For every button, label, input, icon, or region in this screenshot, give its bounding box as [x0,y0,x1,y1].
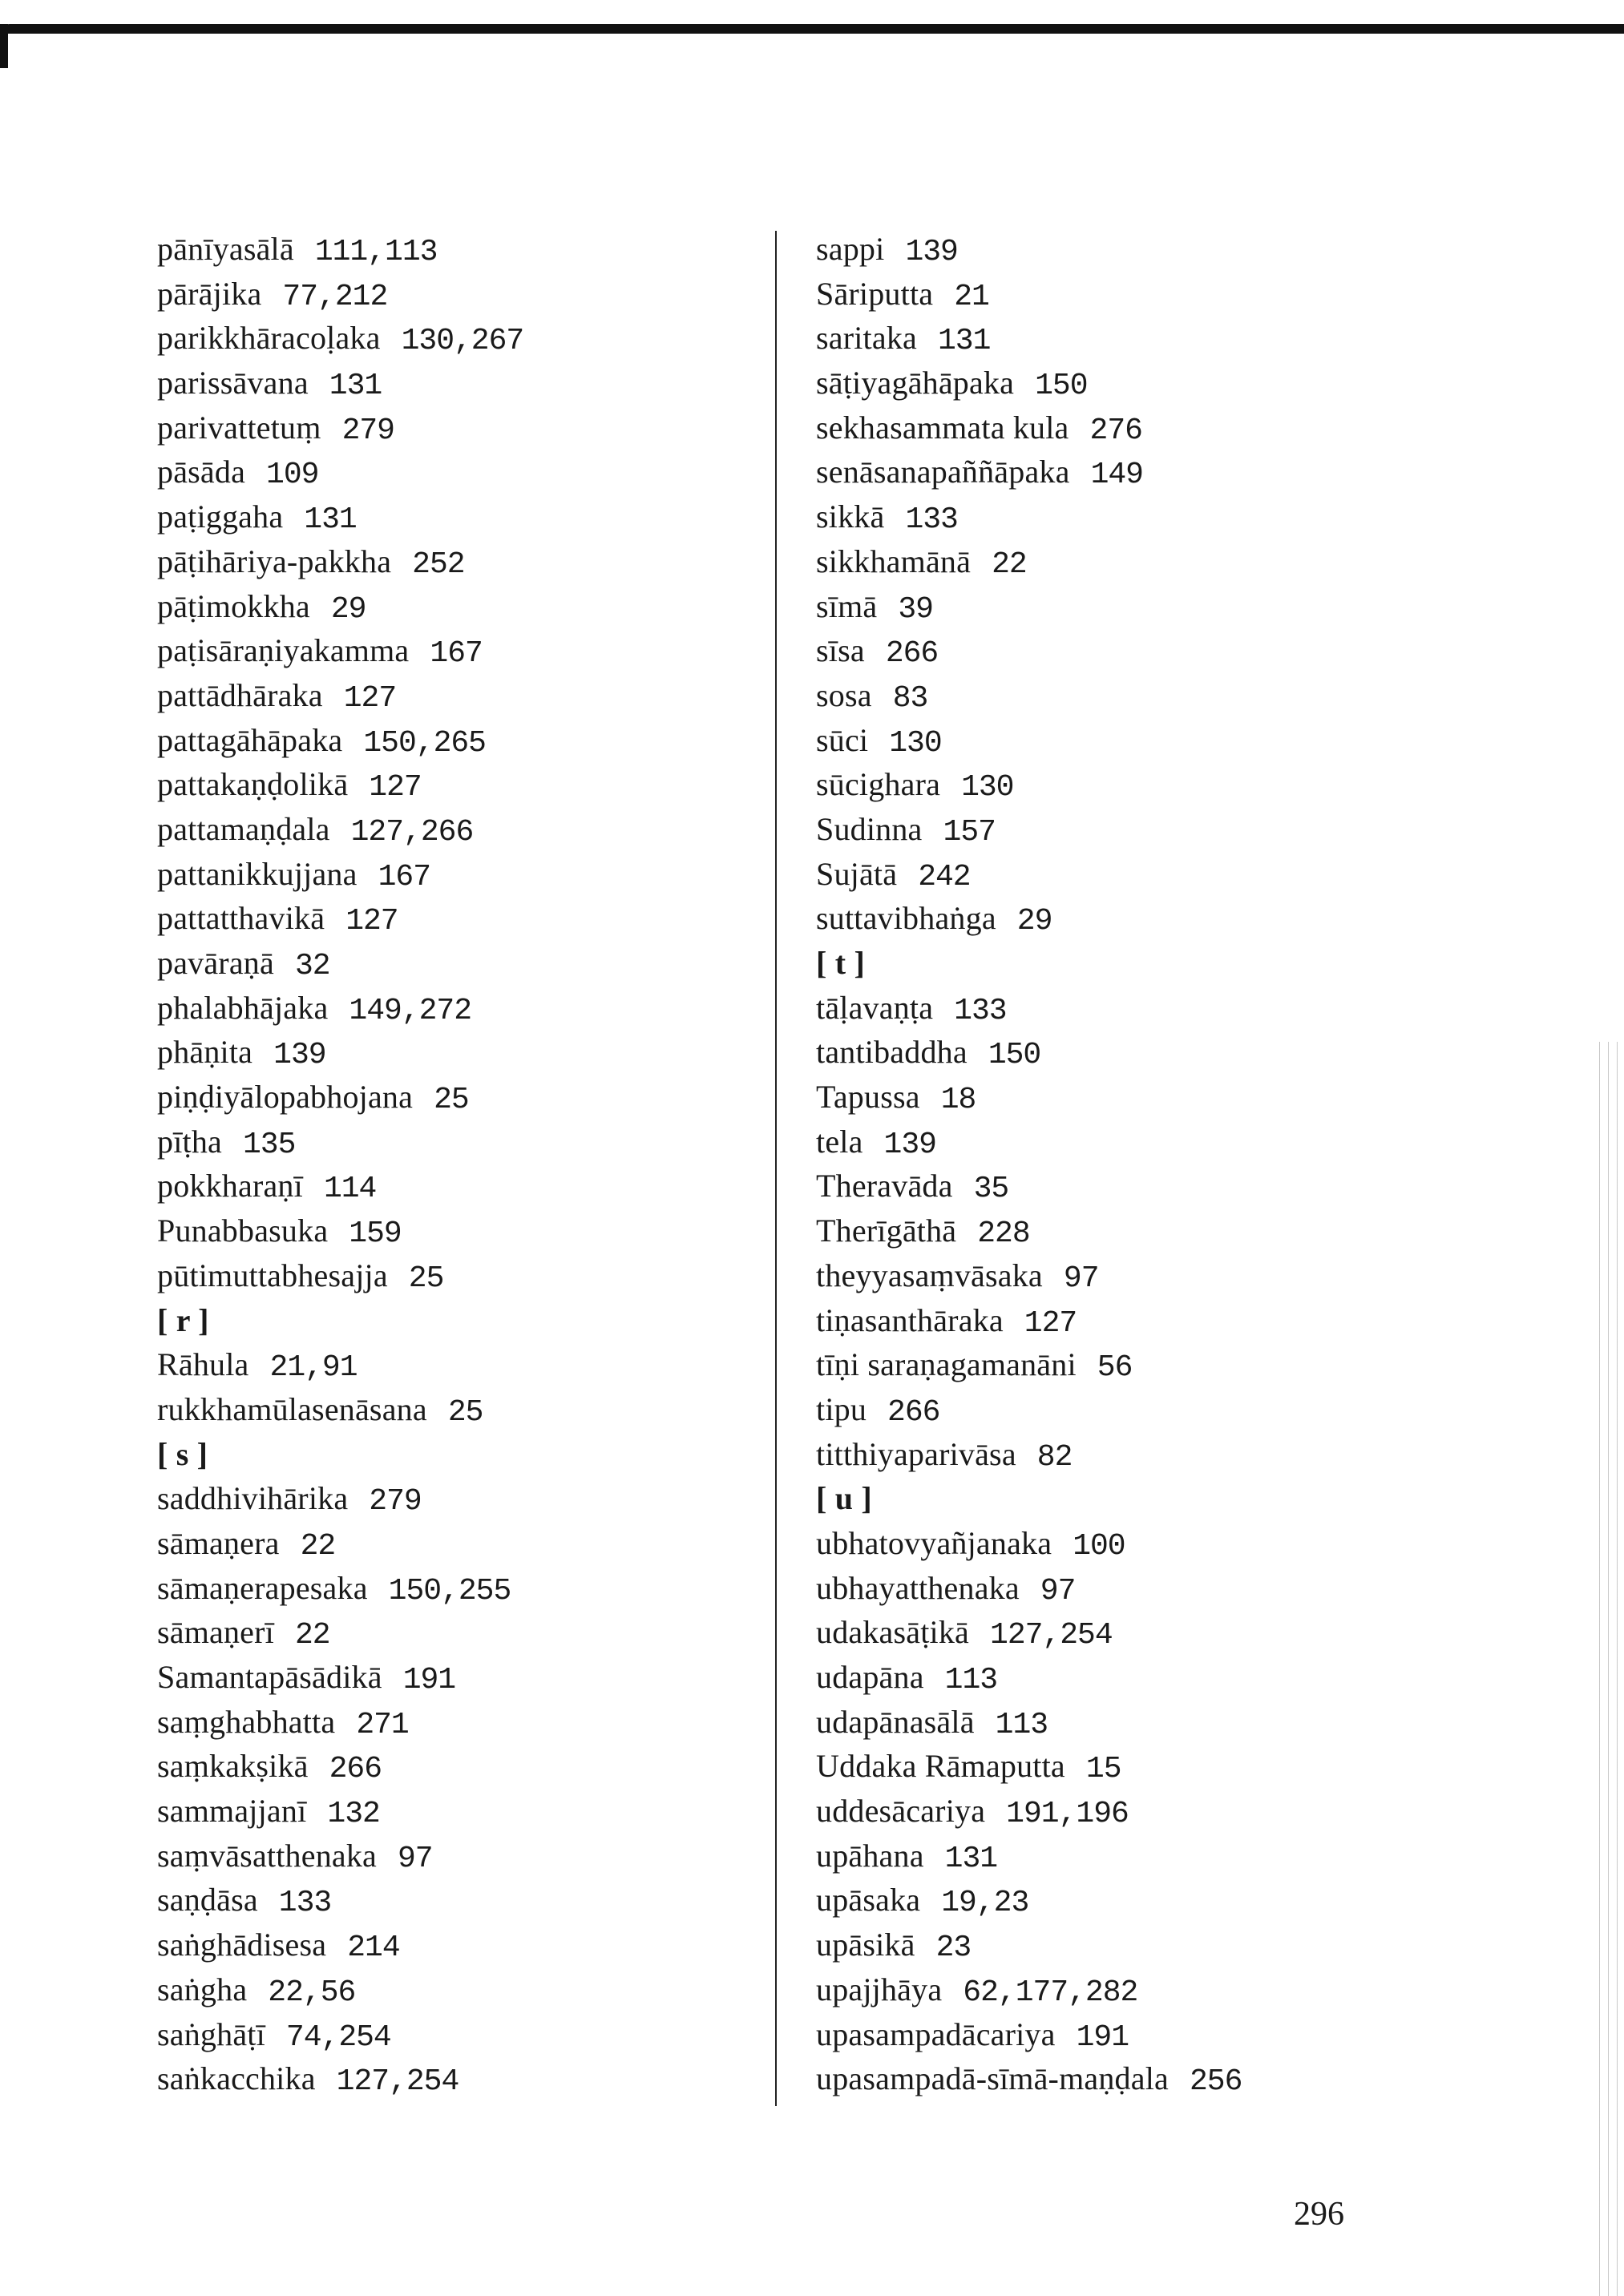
index-pages: 127,254 [990,1618,1113,1653]
index-term: ubhayatthenaka [816,1569,1020,1606]
index-pages: 127 [343,680,397,716]
index-term: Tapussa [816,1079,920,1116]
index-pages: 113 [944,1663,998,1697]
index-pages: 18 [940,1083,976,1118]
index-pages: 111,113 [314,235,438,269]
index-pages: 256 [1189,2064,1242,2100]
scan-edge-shadow [1595,1042,1624,2296]
index-pages: 149,272 [349,993,472,1028]
index-term: upāhana [816,1837,924,1874]
index-pages: 25 [447,1394,483,1430]
index-pages: 252 [412,547,465,582]
index-entry [816,1878,1242,1923]
index-entry [157,986,523,1031]
index-term: pattādhāraka [157,676,323,713]
index-term: upasampadā-sīmā-maṇḍala [816,2060,1169,2097]
index-term: Uddaka Rāmaputta [816,1748,1065,1785]
index-term: phalabhājaka [157,989,329,1026]
index-pages: 82 [1036,1439,1073,1475]
index-entry [816,1923,1242,1967]
index-pages: 150,265 [363,725,486,761]
index-entry [816,1834,1242,1878]
index-entry [157,807,523,852]
index-pages: 150,255 [388,1573,511,1608]
index-entry [816,718,1242,763]
index-term: Sāriputta [816,275,934,312]
index-entry [157,1655,523,1700]
index-term: saṇḍāsa [157,1882,258,1919]
index-entry [816,673,1242,718]
index-pages: 32 [294,949,330,983]
index-pages: 127,266 [350,814,474,849]
index-entry [157,941,523,986]
index-term: udapāna [816,1659,924,1695]
index-pages: 97 [398,1841,433,1876]
index-pages: 271 [356,1707,409,1742]
index-entry [157,628,523,673]
index-entry [157,1342,523,1387]
index-entry [816,494,1242,539]
index-pages: 25 [434,1083,469,1118]
index-pages: 191 [402,1663,456,1697]
index-pages: 29 [330,591,366,627]
index-entry [157,1566,523,1611]
index-entry [816,807,1242,852]
index-entry [816,316,1242,361]
index-pages: 279 [369,1484,422,1519]
index-pages: 22,56 [268,1975,356,2010]
index-pages: 167 [378,859,431,894]
index-term: phāṇita [157,1034,253,1071]
index-entry [816,1744,1242,1789]
index-term: sāmaṇerapesaka [157,1569,368,1606]
index-term: pārājika [157,275,262,312]
index-entry [816,1164,1242,1209]
index-entry [157,227,523,272]
index-term: pattamaṇḍala [157,810,330,847]
index-pages: 130 [961,770,1014,805]
index-pages: 23 [935,1931,972,1966]
index-entry [816,406,1242,450]
index-entry [816,1209,1242,1253]
index-entry [816,539,1242,584]
index-term: sammajjanī [157,1793,307,1830]
index-pages: 150 [988,1038,1041,1073]
index-pages: 159 [349,1217,402,1252]
index-term: udapānasālā [816,1703,975,1740]
index-entry [157,272,523,317]
index-pages: 139 [883,1127,936,1162]
index-term: rukkhamūlasenāsana [157,1390,427,1427]
index-term: senāsanapaññāpaka [816,454,1070,490]
index-term: tīṇi saraṇagamanāni [816,1346,1077,1383]
index-entry [816,1967,1242,2012]
index-pages: 167 [430,636,483,672]
index-pages: 279 [341,413,394,448]
index-term: pavāraṇā [157,945,274,981]
index-entry [157,1253,523,1298]
index-entry [816,1120,1242,1164]
index-term: parissāvana [157,365,309,401]
index-pages: 127 [369,770,422,805]
index-pages: 25 [408,1261,444,1296]
index-pages: 77,212 [282,279,388,314]
index-entry [157,361,523,406]
index-pages: 139 [905,235,958,269]
index-entry [816,1789,1242,1834]
index-entry [157,539,523,584]
index-pages: 131 [329,369,382,404]
index-entry [816,1566,1242,1611]
index-pages: 150 [1035,369,1088,404]
index-pages: 149 [1090,458,1143,493]
index-entry [157,2056,523,2101]
index-entry [157,1521,523,1566]
index-entry [157,1789,523,1834]
index-term: tipu [816,1390,867,1427]
index-term: pāṭimokkha [157,587,310,624]
index-entry [157,2012,523,2057]
index-entry [157,1120,523,1164]
index-term: Rāhula [157,1346,249,1383]
index-pages: 109 [266,458,319,493]
index-entry [816,1342,1242,1387]
index-entry [157,1209,523,1253]
index-entry [816,896,1242,941]
index-entry [816,2056,1242,2101]
index-term: suttavibhaṅga [816,900,996,937]
index-entry [816,1253,1242,1298]
index-term: pīṭha [157,1123,222,1160]
index-term: parivattetuṃ [157,409,321,446]
index-term: sikkhamānā [816,543,972,579]
page-number: 296 [1294,2196,1344,2233]
index-term: pokkharaṇī [157,1168,303,1204]
index-pages: 22 [300,1528,336,1564]
index-entry [157,1164,523,1209]
index-entry [816,1432,1242,1477]
section-heading: [ u ] [816,1480,872,1517]
index-entry [157,1878,523,1923]
index-entry [157,1834,523,1878]
index-entry [157,673,523,718]
index-entry [157,406,523,450]
index-term: pānīyasālā [157,231,294,267]
index-term: sīsa [816,632,865,669]
index-term: sīmā [816,587,878,624]
index-pages: 22 [992,547,1027,582]
index-pages: 130 [889,725,942,761]
index-pages: 39 [898,591,933,627]
index-entry [816,1521,1242,1566]
index-term: sāmaṇerī [157,1614,274,1651]
index-pages: 127 [1024,1305,1077,1341]
index-entry [157,1610,523,1655]
index-term: pāsāda [157,454,246,490]
index-entry [157,762,523,807]
index-pages: 130,267 [401,324,524,359]
index-pages: 131 [304,502,357,538]
index-entry [157,1476,523,1521]
index-term: piṇḍiyālopabhojana [157,1079,414,1116]
index-entry [816,628,1242,673]
section-heading: [ r ] [157,1301,209,1338]
index-entry [157,852,523,897]
index-pages: 100 [1073,1528,1125,1564]
index-entry [157,1387,523,1432]
index-entry [816,1655,1242,1700]
index-pages: 191 [1076,2020,1129,2055]
index-entry [816,450,1242,494]
index-entry [816,584,1242,629]
index-pages: 133 [905,502,958,538]
index-entry [816,361,1242,406]
index-term: theyyasaṃvāsaka [816,1257,1043,1293]
index-term: tāḷavaṇṭa [816,989,934,1026]
index-pages: 74,254 [285,2020,391,2055]
index-term: sekhasammata kula [816,409,1069,446]
index-pages: 242 [918,859,971,894]
index-pages: 21 [954,279,989,314]
index-term: upāsikā [816,1927,915,1963]
index-term: parikkhāracoḷaka [157,320,381,357]
index-entry [157,1967,523,2012]
index-pages: 133 [954,993,1007,1028]
index-term: sāṭiyagāhāpaka [816,365,1015,401]
index-pages: 127,254 [336,2064,459,2100]
index-term: upajjhāya [816,1971,943,2007]
index-pages: 131 [937,324,991,359]
index-term: sikkā [816,498,885,535]
index-term: pattakaṇḍolikā [157,766,349,803]
index-entry [816,986,1242,1031]
index-pages: 276 [1089,413,1142,448]
index-entry [157,1744,523,1789]
index-pages: 127 [345,904,398,939]
index-term: sāmaṇera [157,1524,280,1561]
index-pages: 266 [887,1394,940,1430]
index-term: saṃvāsatthenaka [157,1837,377,1874]
top-border-corner [0,24,8,68]
index-term: pūtimuttabhesajja [157,1257,388,1293]
index-term: saṅghādisesa [157,1927,327,1963]
index-entry [816,762,1242,807]
index-entry [816,272,1242,317]
index-term: Sujātā [816,855,898,892]
index-pages: 29 [1016,904,1052,939]
index-entry [816,227,1242,272]
index-pages: 62,177,282 [963,1975,1138,2010]
index-term: Samantapāsādikā [157,1659,382,1695]
index-pages: 266 [885,636,939,672]
section-heading: [ t ] [816,945,865,981]
index-term: saṅgha [157,1971,248,2007]
index-pages: 133 [278,1886,332,1921]
index-entry [816,852,1242,897]
index-term: saddhivihārika [157,1480,349,1517]
index-pages: 113 [995,1707,1048,1742]
index-entry [816,1610,1242,1655]
index-entry [157,450,523,494]
index-pages: 139 [273,1038,326,1073]
top-border-rule [0,24,1624,34]
index-term: udakasāṭikā [816,1614,970,1651]
index-term: sappi [816,231,885,267]
index-term: pāṭihāriya-pakkha [157,543,392,579]
index-pages: 228 [977,1217,1030,1252]
index-pages: 132 [327,1797,380,1832]
index-term: tela [816,1123,863,1160]
index-entry [157,316,523,361]
index-pages: 135 [242,1127,296,1162]
index-term: titthiyaparivāsa [816,1435,1016,1472]
index-term: upasampadācariya [816,2016,1056,2052]
index-pages: 19,23 [941,1886,1029,1921]
index-pages: 35 [973,1172,1009,1207]
index-pages: 15 [1085,1752,1121,1787]
index-pages: 22 [294,1618,330,1653]
index-term: Punabbasuka [157,1213,329,1249]
index-term: saritaka [816,320,917,357]
index-pages: 191,196 [1006,1797,1129,1832]
index-column-left [157,227,523,2101]
index-pages: 157 [943,814,996,849]
index-entry [157,1075,523,1120]
index-pages: 21,91 [269,1350,358,1386]
index-pages: 83 [892,680,928,716]
index-column-right [816,227,1242,2101]
index-entry [157,584,523,629]
index-entry [816,1387,1242,1432]
index-pages: 97 [1063,1261,1099,1296]
index-term: paṭiggaha [157,498,284,535]
index-term: paṭisāraṇiyakamma [157,632,410,669]
index-term: saṃghabhatta [157,1703,336,1740]
index-pages: 214 [347,1931,400,1966]
index-term: tiṇasanthāraka [816,1301,1004,1338]
index-entry [157,896,523,941]
index-term: saṅghāṭī [157,2016,265,2052]
index-term: saṃkakṣikā [157,1748,309,1785]
index-term: pattatthavikā [157,900,325,937]
index-entry [157,1923,523,1967]
index-term: Sudinna [816,810,923,847]
index-pages: 266 [329,1752,382,1787]
index-term: pattanikkujjana [157,855,358,892]
index-pages: 114 [323,1172,377,1207]
index-entry [157,1700,523,1745]
index-term: tantibaddha [816,1034,968,1071]
index-term: uddesācariya [816,1793,986,1830]
index-entry [816,1030,1242,1075]
index-entry [816,1700,1242,1745]
column-divider [775,231,777,2106]
index-term: ubhatovyañjanaka [816,1524,1052,1561]
index-entry [816,2012,1242,2057]
index-pages: 56 [1097,1350,1133,1386]
index-term: saṅkacchika [157,2060,316,2097]
index-entry [157,1030,523,1075]
index-term: sūcighara [816,766,941,803]
index-term: sosa [816,676,872,713]
section-heading: [ s ] [157,1435,208,1472]
index-term: Theravāda [816,1168,953,1204]
index-term: upāsaka [816,1882,921,1919]
index-pages: 131 [944,1841,998,1876]
index-pages: 97 [1040,1573,1076,1608]
index-term: pattagāhāpaka [157,721,343,758]
index-entry [157,494,523,539]
index-entry [157,718,523,763]
index-entry [816,1298,1242,1343]
index-term: Therīgāthā [816,1213,957,1249]
index-term: sūci [816,721,869,758]
index-entry [816,1075,1242,1120]
